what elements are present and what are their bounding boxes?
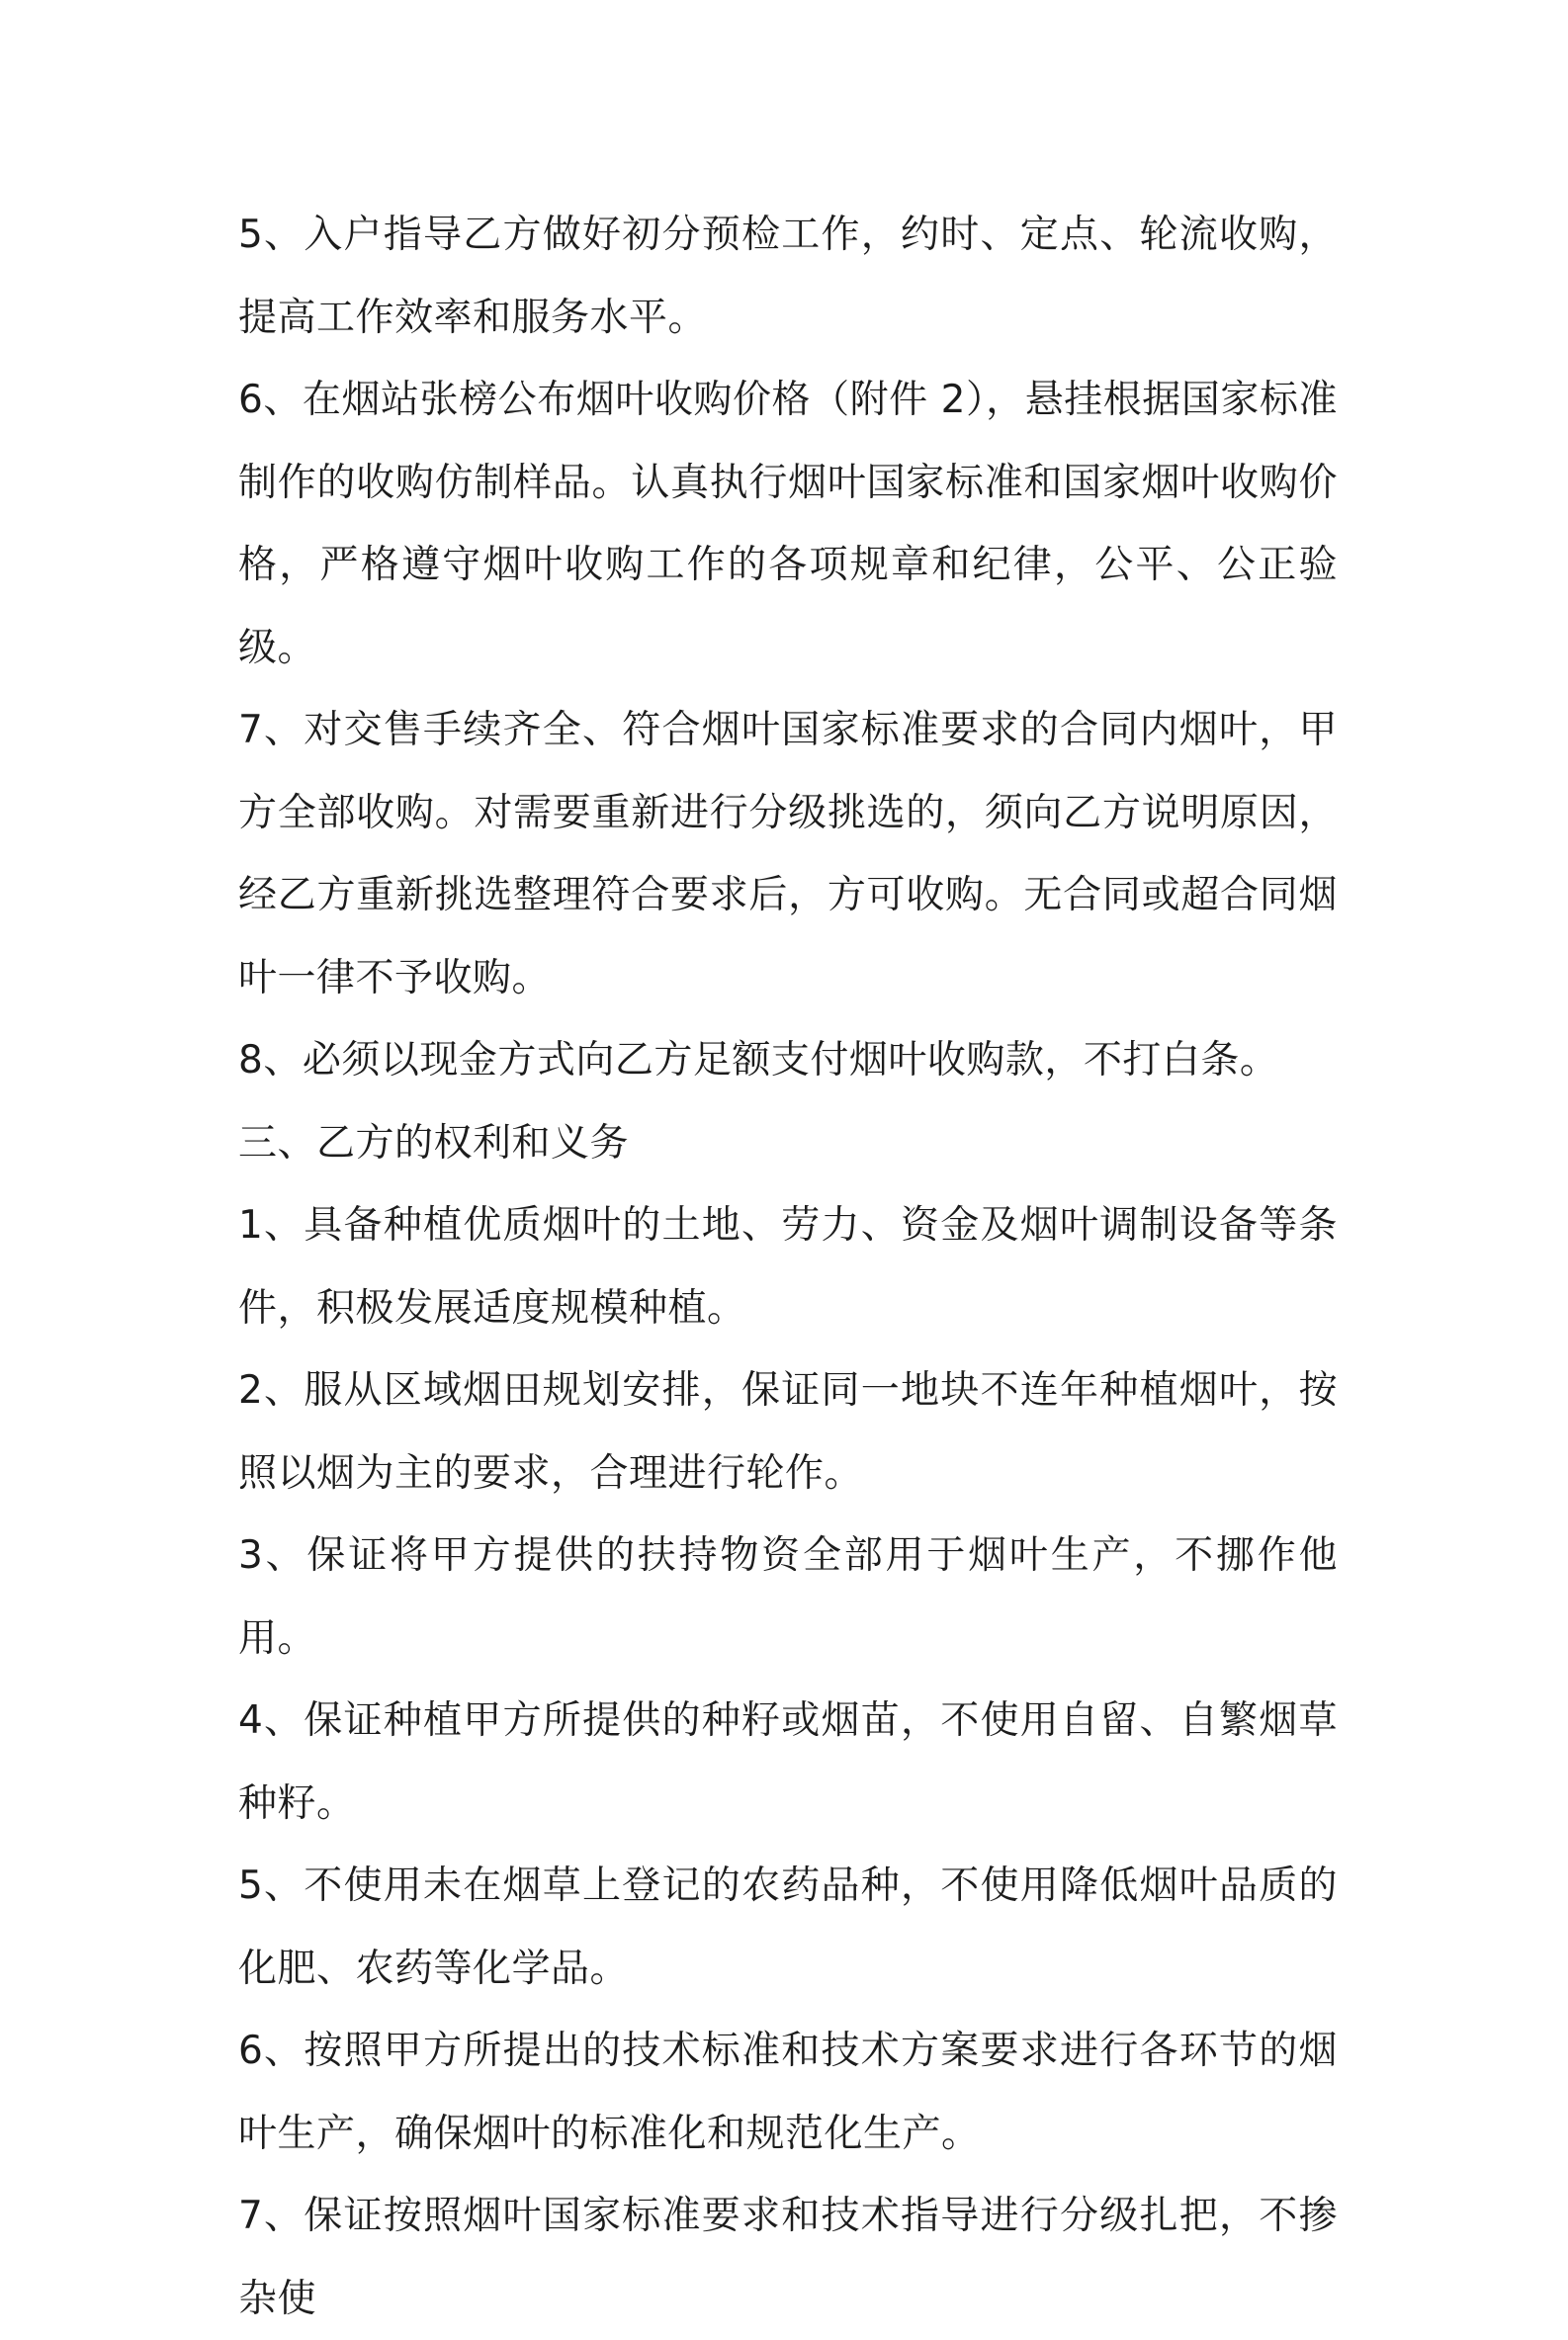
paragraph-clause-6: 6、在烟站张榜公布烟叶收购价格（附件 2），悬挂根据国家标准制作的收购仿制样品。认真执行烟叶国家标准和国家烟叶收购价格，严格遵守烟叶收购工作的各项规章和纪律，公平、公正验级。 bbox=[238, 378, 1338, 670]
paragraph-b-clause-2: 2、服从区域烟田规划安排，保证同一地块不连年种植烟叶，按照以烟为主的要求，合理进行轮作。 bbox=[238, 1368, 1338, 1496]
paragraph-b-clause-3: 3、保证将甲方提供的扶持物资全部用于烟叶生产，不挪作他用。 bbox=[238, 1533, 1338, 1661]
paragraph-b-clause-7: 7、保证按照烟叶国家标准要求和技术指导进行分级扎把，不掺杂使 bbox=[238, 2194, 1338, 2321]
section-heading-party-b: 三、乙方的权利和义务 bbox=[238, 1120, 630, 1166]
paragraph-b-clause-5: 5、不使用未在烟草上登记的农药品种，不使用降低烟叶品质的化肥、农药等化学品。 bbox=[238, 1863, 1338, 1991]
paragraph-clause-8: 8、必须以现金方式向乙方足额支付烟叶收购款，不打白条。 bbox=[238, 1038, 1279, 1083]
paragraph-b-clause-6: 6、按照甲方所提出的技术标准和技术方案要求进行各环节的烟叶生产，确保烟叶的标准化和规范化生产。 bbox=[238, 2029, 1338, 2156]
paragraph-clause-7: 7、对交售手续齐全、符合烟叶国家标准要求的合同内烟叶，甲方全部收购。对需要重新进行分级挑选的，须向乙方说明原因，经乙方重新挑选整理符合要求后，方可收购。无合同或超合同烟叶一律不予收购。 bbox=[238, 708, 1338, 1000]
document-body bbox=[238, 194, 1338, 2340]
paragraph-b-clause-4: 4、保证种植甲方所提供的种籽或烟苗，不使用自留、自繁烟草种籽。 bbox=[238, 1698, 1338, 1826]
paragraph-clause-5: 5、入户指导乙方做好初分预检工作，约时、定点、轮流收购，提高工作效率和服务水平。 bbox=[238, 213, 1338, 340]
paragraph-b-clause-1: 1、具备种植优质烟叶的土地、劳力、资金及烟叶调制设备等条件，积极发展适度规模种植。 bbox=[238, 1203, 1338, 1331]
